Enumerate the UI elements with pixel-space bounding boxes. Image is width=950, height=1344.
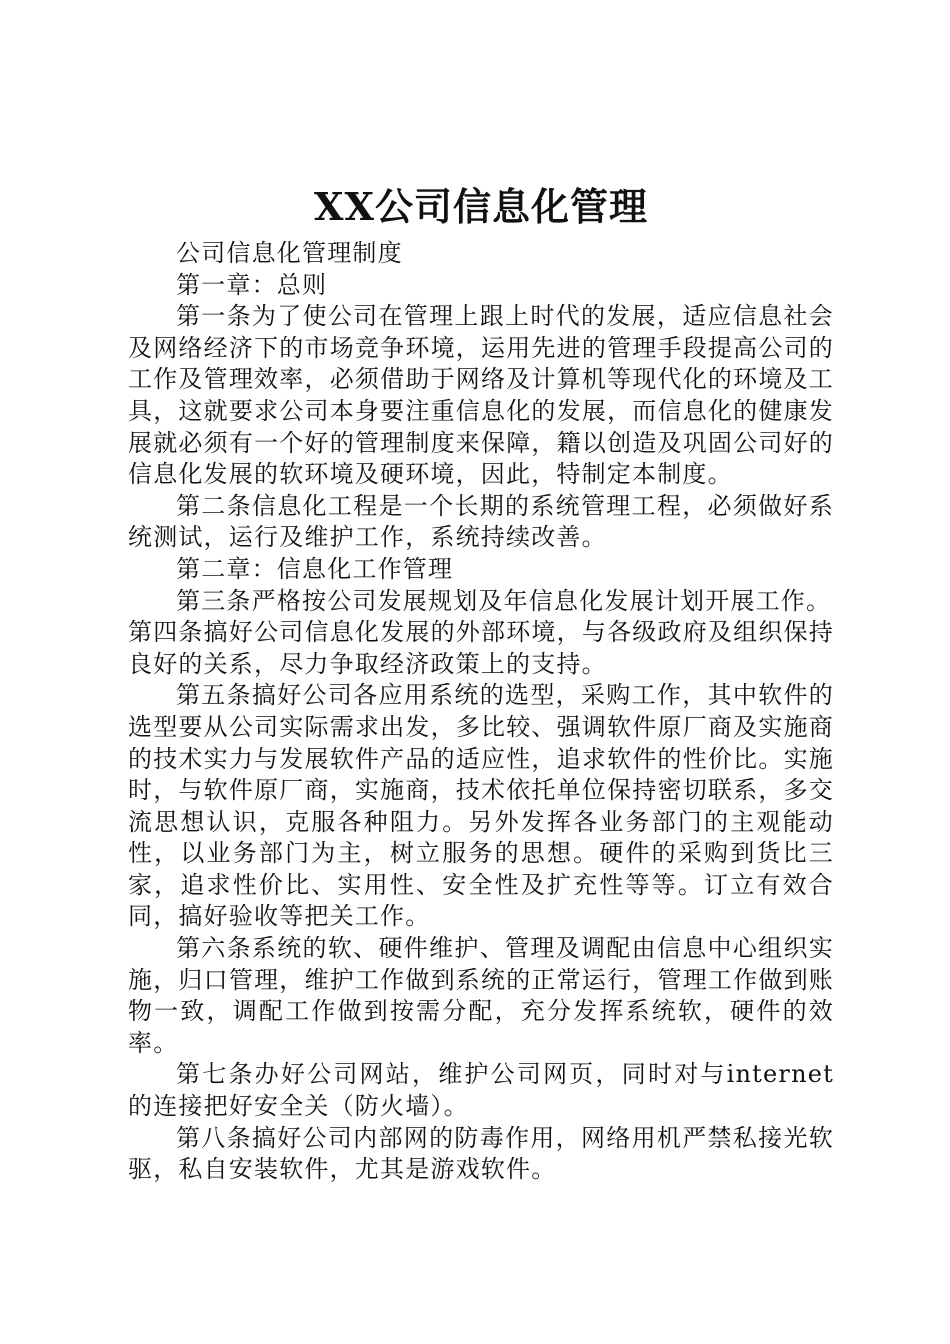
- document-title: XX公司信息化管理: [314, 184, 648, 229]
- article-4-paragraph: 第四条搞好公司信息化发展的外部环境，与各级政府及组织保持良好的关系，尽力争取经济政策上的支持。: [128, 618, 834, 678]
- article-1-paragraph: 第一条为了使公司在管理上跟上时代的发展，适应信息社会及网络经济下的市场竞争环境，运用先进的管理手段提高公司的工作及管理效率，必须借助于网络及计算机等现代化的环境及工具，这就要求公司本身要注重信息化的发展，而信息化的健康发展就必须有一个好的管理制度来保障，籍以创造及巩固公司好的信息化发展的软环境及硬环境，因此，特制定本制度。: [128, 302, 834, 489]
- article-3-paragraph: 第三条严格按公司发展规划及年信息化发展计划开展工作。: [176, 586, 832, 615]
- document-page: [128, 180, 834, 1186]
- article-2-paragraph: 第二条信息化工程是一个长期的系统管理工程，必须做好系统测试，运行及维护工作，系统持续改善。: [128, 491, 834, 552]
- subtitle-paragraph: 公司信息化管理制度: [176, 239, 403, 267]
- article-7-paragraph: 第七条办好公司网站，维护公司网页，同时对与internet的连接把好安全关（防火墙）。: [128, 1060, 834, 1121]
- article-5-paragraph: 第五条搞好公司各应用系统的选型，采购工作，其中软件的选型要从公司实际需求出发，多比较、强调软件原厂商及实施商的技术实力与发展软件产品的适应性，追求软件的性价比。实施时，与软件原厂商，实施商，技术依托单位保持密切联系，多交流思想认识，克服各种阻力。另外发挥各业务部门的主观能动性，以业务部门为主，树立服务的思想。硬件的采购到货比三家，追求性价比、实用性、安全性及扩充性等等。订立有效合同，搞好验收等把关工作。: [128, 681, 834, 931]
- article-6-paragraph: 第六条系统的软、硬件维护、管理及调配由信息中心组织实施，归口管理，维护工作做到系统的正常运行，管理工作做到账物一致，调配工作做到按需分配，充分发挥系统软，硬件的效率。: [128, 934, 834, 1057]
- chapter-1-heading: 第一章：总则: [176, 270, 328, 299]
- chapter-2-heading: 第二章：信息化工作管理: [176, 554, 454, 583]
- article-8-paragraph: 第八条搞好公司内部网的防毒作用，网络用机严禁私接光软驱，私自安装软件，尤其是游戏软件。: [128, 1123, 834, 1184]
